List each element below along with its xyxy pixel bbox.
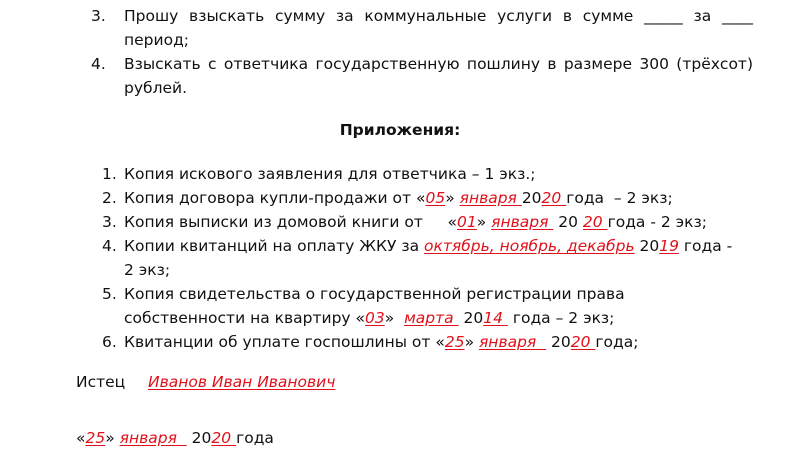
date-year: 20 [211,429,237,447]
date-month: марта [404,309,459,327]
plaintiff-name: Иванов Иван Иванович [148,373,336,391]
date-day: 03 [365,309,385,327]
attachment-number: 2. [102,189,117,207]
date-day: 25 [444,333,465,351]
date-months: октябрь, ноябрь, декабрь [424,237,635,255]
attachment-number: 5. [102,285,117,303]
attachment-text: Копия выписки из домовой книги от «01» января 20 20 года - 2 экз; [124,213,707,231]
signature-date: «25» января 2020 года [76,429,274,447]
attachment-number: 3. [102,213,117,231]
date-day: 05 [425,189,446,207]
attachment-text: Копии квитанций на оплату ЖКУ за октябрь, ноябрь, декабрь 2019 года - [124,237,733,255]
date-month: января [459,189,522,207]
claim-text-continued: рублей. [124,79,188,97]
attachment-text-continued: собственности на квартиру «03» марта 2014 года – 2 экз; [124,309,615,327]
attachment-number: 6. [102,333,117,351]
plaintiff-label: Истец [76,373,126,391]
attachment-text: Копия свидетельства о государственной регистрации права [124,285,625,303]
date-year: 20 [582,213,608,231]
date-year: 19 [659,237,679,255]
attachment-text-continued: 2 экз; [124,261,171,279]
attachments-heading: Приложения: [339,121,461,139]
date-year: 20 [570,333,596,351]
claim-number: 4. [91,55,106,73]
attachment-text: Квитанции об уплате госпошлины от «25» января 2020 года; [124,333,639,351]
date-month: января [119,429,187,447]
attachment-text: Копия искового заявления для ответчика – 1 экз.; [124,165,536,183]
date-year: 20 [541,189,567,207]
date-month: января [491,213,554,231]
date-day: 25 [85,429,106,447]
claim-text-continued: период; [124,31,190,49]
attachment-number: 1. [102,165,117,183]
date-month: января [478,333,547,351]
date-year: 14 [483,309,508,327]
attachment-number: 4. [102,237,117,255]
claim-text: Прошу взыскать сумму за коммунальные услуги в сумме _____ за ____ [124,7,753,25]
attachment-text: Копия договора купли-продажи от «05» января 2020 года – 2 экз; [124,189,673,207]
claim-text: Взыскать с ответчика государственную пошлину в размере 300 (трёхсот) [124,55,753,73]
claim-number: 3. [91,7,106,25]
date-day: 01 [457,213,477,231]
